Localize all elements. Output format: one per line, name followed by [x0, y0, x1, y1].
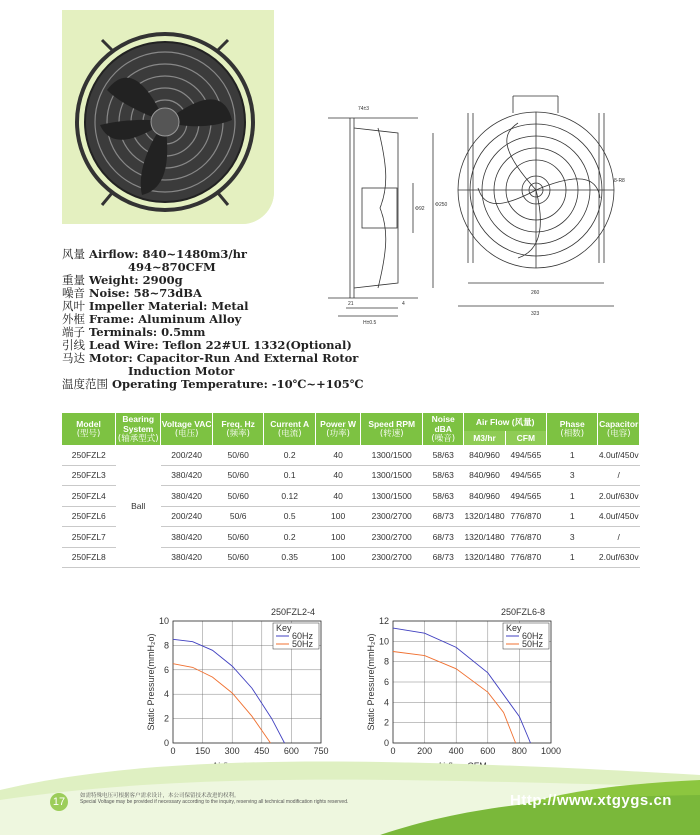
col-header-cn: (转速)	[379, 429, 404, 439]
legend-title: Key	[506, 623, 522, 633]
table-cell: 840/960	[464, 445, 505, 465]
y-tick-label: 2	[163, 713, 169, 724]
table-cell: 2300/2700	[361, 527, 423, 548]
col-header-cn: (电压)	[174, 429, 199, 439]
y-tick-label: 2	[383, 717, 389, 728]
spec-value: Airflow: 840~1480m3/hr	[89, 247, 247, 261]
front-view	[458, 96, 614, 306]
col-header	[464, 413, 547, 431]
col-header-cn: (轴承型式)	[117, 434, 159, 444]
table-cell: 1300/1500	[361, 445, 423, 465]
x-tick-label: 1000	[540, 746, 562, 756]
spec-value: Induction Motor	[128, 364, 235, 378]
table-cell: 250FZL2	[62, 445, 116, 465]
dim-4: 4	[402, 301, 405, 307]
y-axis-label: Static Pressure(mmH₂o)	[146, 633, 156, 731]
chart-title: 250FZL6-8	[501, 607, 546, 617]
x-tick-label: 0	[170, 746, 176, 756]
table-cell: 40	[315, 486, 360, 507]
x-tick-label: 800	[511, 746, 527, 756]
table-cell: 250FZL6	[62, 506, 116, 527]
spec-value: Operating Temperature: -10℃~+105℃	[112, 377, 364, 391]
table-cell: 50/6	[212, 506, 264, 527]
spec-value: Terminals: 0.5mm	[89, 325, 206, 339]
x-tick-label: 0	[390, 746, 396, 756]
spec-label-cn: 噪音	[62, 286, 85, 300]
table-cell: 2.0uf/630v	[598, 547, 640, 568]
table-cell: 1	[546, 486, 598, 507]
dim-h: H±0.5	[363, 320, 377, 326]
spec-value: Impeller Material: Metal	[89, 299, 249, 313]
legend-title: Key	[276, 623, 292, 633]
table-cell: 1320/1480	[464, 506, 505, 527]
bearing-cell: Ball	[116, 445, 161, 568]
table-cell: 840/960	[464, 486, 505, 507]
col-header-en: Voltage VAC	[161, 419, 212, 429]
legend-label: 60Hz	[292, 631, 314, 641]
specifications	[62, 248, 422, 391]
legend-label: 50Hz	[522, 639, 544, 649]
table-cell: 50/60	[212, 445, 264, 465]
col-header-en: Air Flow (风量)	[475, 417, 535, 427]
spec-label-cn: 马达	[62, 351, 85, 365]
table-cell: 1320/1480	[464, 547, 505, 568]
product-photo	[62, 10, 274, 224]
table-cell: 0.2	[264, 445, 316, 465]
table-cell: 0.35	[264, 547, 316, 568]
y-tick-label: 0	[383, 738, 389, 748]
dim-92: Φ92	[415, 206, 425, 212]
col-header-en: Capacitor	[599, 419, 639, 429]
y-tick-label: 0	[163, 738, 169, 748]
table-cell: 380/420	[161, 547, 213, 568]
table-cell: 3	[546, 527, 598, 548]
table-cell: 776/870	[505, 506, 546, 527]
table-cell: 50/60	[212, 547, 264, 568]
col-header-cn: (频率)	[226, 429, 250, 439]
spec-value: Lead Wire: Teflon 22#UL 1332(Optional)	[89, 338, 352, 352]
spec-table-body	[62, 445, 640, 568]
col-header	[212, 413, 264, 445]
col-header-cn: (相数)	[560, 429, 585, 439]
table-cell: 2300/2700	[361, 547, 423, 568]
col-header-cn: (型号)	[76, 429, 101, 439]
table-cell: 4.0uf/450v	[598, 506, 640, 527]
table-cell: 250FZL3	[62, 465, 116, 486]
page-number: 17	[50, 793, 68, 811]
table-cell: 494/565	[505, 465, 546, 486]
series-line-60Hz	[173, 639, 285, 743]
table-cell: 0.2	[264, 527, 316, 548]
dim-21: 21	[348, 301, 354, 307]
table-cell: 380/420	[161, 465, 213, 486]
col-header-cn: (电流)	[277, 429, 302, 439]
table-cell: 380/420	[161, 527, 213, 548]
col-header	[423, 413, 464, 445]
table-cell: 494/565	[505, 486, 546, 507]
spec-row	[62, 352, 422, 365]
table-cell: 40	[315, 445, 360, 465]
table-cell: 1300/1500	[361, 465, 423, 486]
col-header-en: Noise dBA	[431, 414, 455, 434]
website-link[interactable]: Http://www.xtgygs.cn	[510, 792, 672, 809]
spec-value: Frame: Aluminum Alloy	[89, 312, 242, 326]
y-tick-label: 6	[383, 677, 389, 687]
col-subheader: CFM	[505, 431, 546, 445]
col-header-cn: (噪音)	[431, 434, 456, 444]
col-header	[161, 413, 213, 445]
table-cell: 1300/1500	[361, 486, 423, 507]
spec-label-cn: 端子	[62, 325, 85, 339]
spec-value: 494~870CFM	[128, 260, 216, 274]
dim-260: 260	[531, 290, 540, 296]
col-header	[361, 413, 423, 445]
table-cell: 776/870	[505, 527, 546, 548]
col-header-en: Current A	[270, 419, 310, 429]
col-header-en: Bearing System	[122, 414, 155, 434]
table-cell: 2.0uf/630v	[598, 486, 640, 507]
footer-wave	[0, 735, 700, 835]
y-tick-label: 4	[163, 689, 169, 700]
table-cell: 1320/1480	[464, 527, 505, 548]
series-line-50Hz	[393, 652, 516, 744]
table-cell: 4.0uf/450v	[598, 445, 640, 465]
chart-title: 250FZL2-4	[271, 607, 316, 617]
spec-label-cn: 风叶	[62, 299, 85, 313]
col-header-en: Freq. Hz	[221, 419, 255, 429]
y-tick-label: 10	[158, 616, 169, 626]
y-tick-label: 12	[378, 616, 389, 626]
table-cell: 100	[315, 547, 360, 568]
col-subheader: M3/hr	[464, 431, 505, 445]
table-cell: /	[598, 465, 640, 486]
table-cell: 0.12	[264, 486, 316, 507]
footer-note-cn: 如需特殊电压可根据客户需求设计，本公司保留技术改进的权利。	[80, 793, 240, 799]
table-cell: 1	[546, 547, 598, 568]
table-cell: 58/63	[423, 445, 464, 465]
table-cell: 0.1	[264, 465, 316, 486]
table-cell: 50/60	[212, 465, 264, 486]
x-tick-label: 750	[313, 746, 329, 756]
col-header	[62, 413, 116, 445]
table-cell: 58/63	[423, 465, 464, 486]
spec-label-cn: 外框	[62, 312, 85, 326]
table-cell: /	[598, 527, 640, 548]
y-tick-label: 10	[378, 636, 389, 647]
table-cell: 1	[546, 445, 598, 465]
table-cell: 100	[315, 527, 360, 548]
table-cell: 2300/2700	[361, 506, 423, 527]
x-tick-label: 600	[283, 746, 299, 756]
table-cell: 380/420	[161, 486, 213, 507]
table-cell: 3	[546, 465, 598, 486]
table-cell: 0.5	[264, 506, 316, 527]
y-tick-label: 4	[383, 697, 389, 708]
col-header-en: Speed RPM	[368, 419, 416, 429]
table-cell: 1	[546, 506, 598, 527]
col-header-cn: (电容)	[606, 429, 631, 439]
col-header-cn: (功率)	[326, 429, 350, 439]
col-header	[116, 413, 161, 445]
table-cell: 840/960	[464, 465, 505, 486]
y-tick-label: 8	[383, 656, 389, 667]
col-header	[315, 413, 360, 445]
spec-row	[62, 378, 422, 391]
y-tick-label: 6	[163, 664, 169, 675]
x-tick-label: 450	[254, 746, 270, 756]
table-cell: 100	[315, 506, 360, 527]
spec-row	[62, 248, 422, 261]
spec-label-cn: 温度范围	[62, 377, 108, 391]
table-cell: 494/565	[505, 445, 546, 465]
dim-323: 323	[531, 311, 540, 317]
table-cell: 250FZL8	[62, 547, 116, 568]
spec-table-header	[62, 413, 640, 445]
table-cell: 250FZL4	[62, 486, 116, 507]
x-tick-label: 300	[224, 746, 240, 756]
spec-value: Weight: 2900g	[89, 273, 183, 287]
col-header-en: Phase	[559, 419, 585, 429]
col-header-en: Power W	[320, 419, 357, 429]
series-line-50Hz	[173, 664, 271, 743]
x-tick-label: 400	[448, 746, 464, 756]
legend-label: 60Hz	[522, 631, 544, 641]
table-cell: 200/240	[161, 445, 213, 465]
table-cell: 68/73	[423, 547, 464, 568]
table-cell: 58/63	[423, 486, 464, 507]
table-cell: 250FZL7	[62, 527, 116, 548]
table-cell: 776/870	[505, 547, 546, 568]
table-cell: 40	[315, 465, 360, 486]
spec-label-cn: 重量	[62, 273, 85, 287]
col-header	[264, 413, 316, 445]
table-row	[62, 445, 640, 465]
table-cell: 68/73	[423, 527, 464, 548]
footer-note-en: Special Voltage may be provided if necessary according to the inquiry, reserving all technical modification rights reserved.	[80, 799, 349, 805]
x-tick-label: 150	[195, 746, 211, 756]
spec-table	[62, 413, 640, 568]
spec-label-cn: 引线	[62, 338, 85, 352]
y-axis-label: Static Pressure(mmH₂o)	[366, 633, 376, 731]
table-cell: 50/60	[212, 486, 264, 507]
table-cell: 200/240	[161, 506, 213, 527]
col-header-en: Model	[76, 419, 101, 429]
col-header	[598, 413, 640, 445]
x-tick-label: 200	[417, 746, 433, 756]
dim-8r8: 8-R8	[614, 178, 625, 184]
spec-value: Noise: 58~73dBA	[89, 286, 202, 300]
x-tick-label: 600	[480, 746, 496, 756]
spec-value: Motor: Capacitor-Run And External Rotor	[89, 351, 359, 365]
col-header	[546, 413, 598, 445]
dim-250: Φ250	[435, 202, 448, 208]
legend-label: 50Hz	[292, 639, 314, 649]
y-tick-label: 8	[163, 640, 169, 651]
table-cell: 50/60	[212, 527, 264, 548]
table-cell: 68/73	[423, 506, 464, 527]
spec-label-cn: 风量	[62, 247, 85, 261]
dim-74: 74±3	[358, 106, 370, 112]
